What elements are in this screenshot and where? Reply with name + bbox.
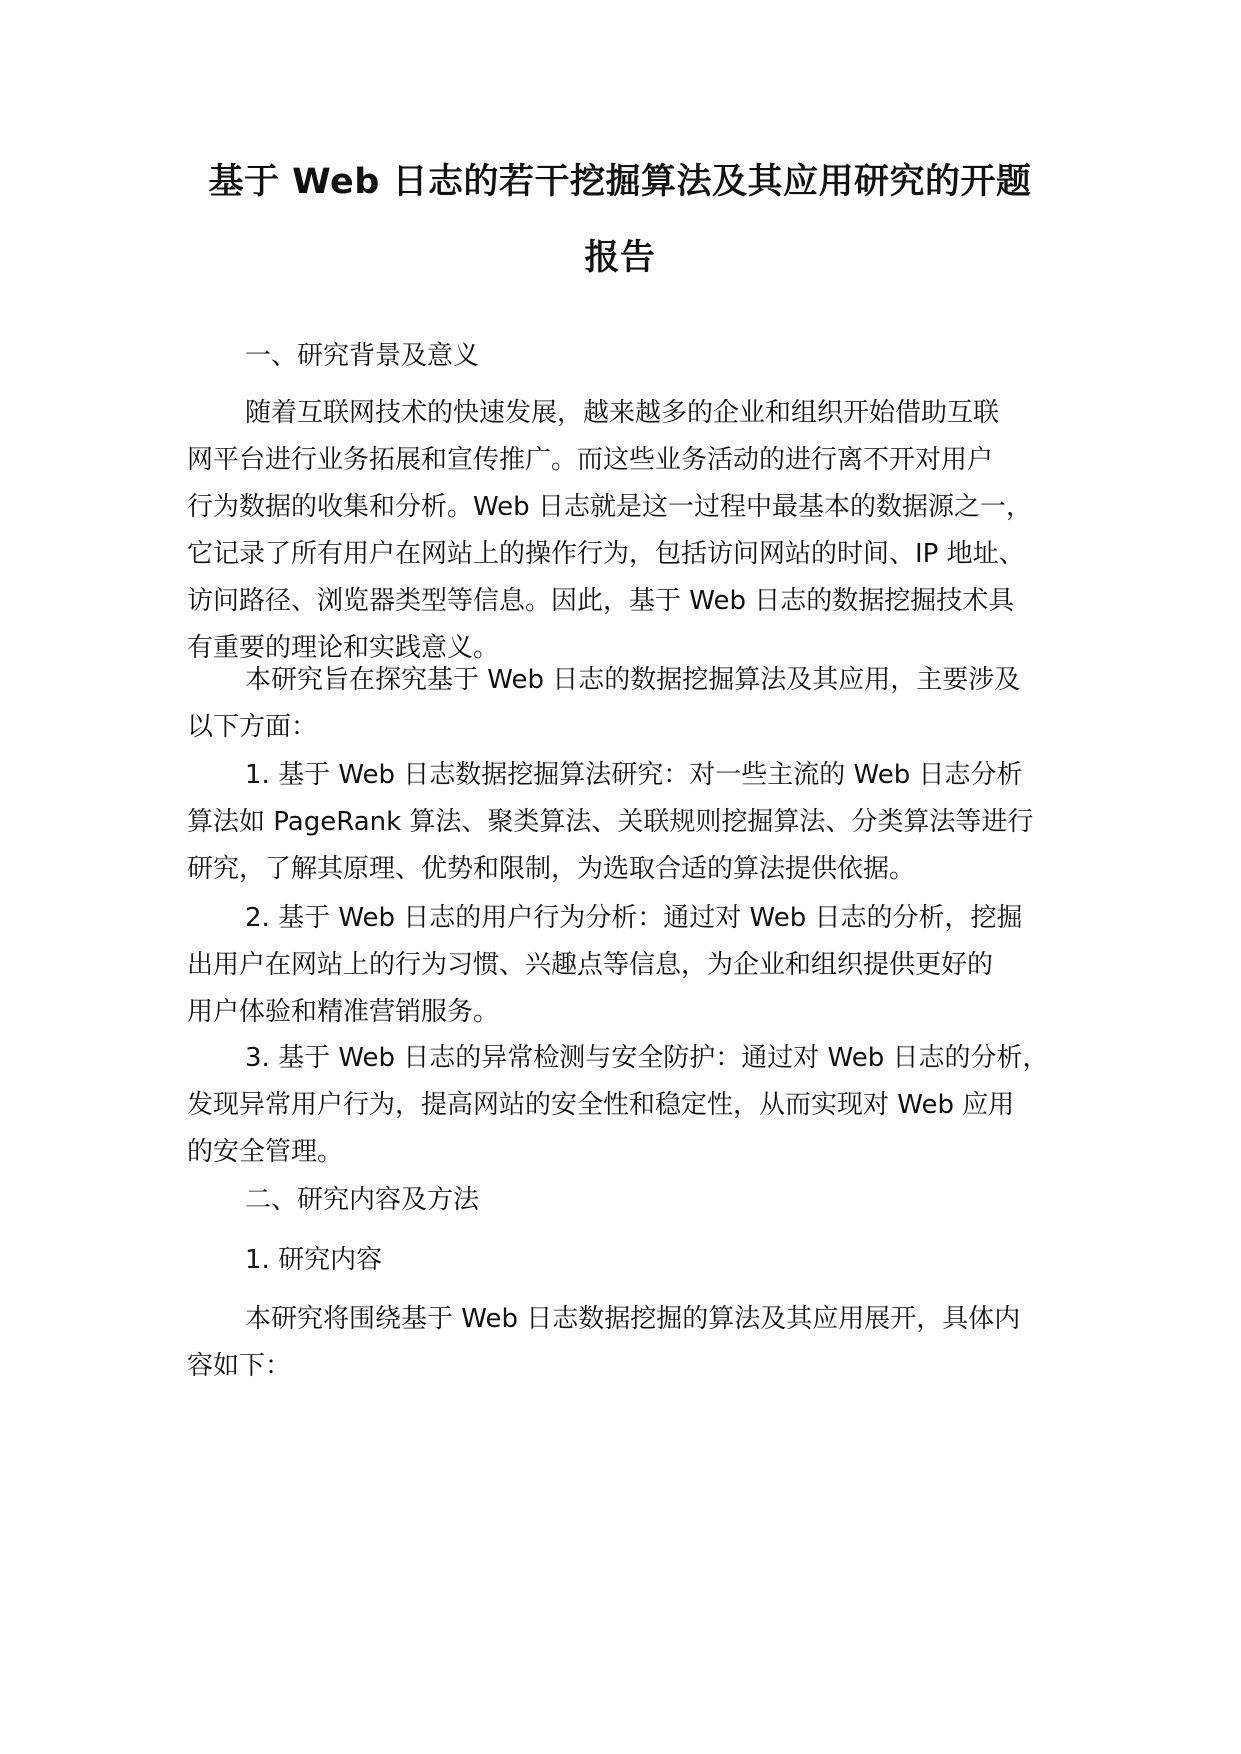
section-heading-content-methods: 二、研究内容及方法 [245, 1185, 480, 1215]
paragraph-aims [187, 657, 1020, 751]
paragraph-line: 本研究将围绕基于 Web 日志数据挖掘的算法及其应用展开，具体内 [245, 1304, 1021, 1334]
document-title-line-2: 报告 [584, 238, 656, 278]
paragraph-line: 网平台进行业务拓展和宣传推广。而这些业务活动的进行离不开对用户 [187, 445, 994, 475]
paragraph-content [187, 1296, 1020, 1390]
paragraph-background [187, 390, 1032, 672]
paragraph-line: 的安全管理。 [187, 1137, 344, 1167]
paragraph-line: 3. 基于 Web 日志的异常检测与安全防护：通过对 Web 日志的分析， [245, 1043, 1049, 1073]
paragraph-line: 1. 基于 Web 日志数据挖掘算法研究：对一些主流的 Web 日志分析 [245, 760, 1023, 790]
paragraph-line: 本研究旨在探究基于 Web 日志的数据挖掘算法及其应用，主要涉及 [245, 665, 1021, 695]
paragraph-line: 容如下： [187, 1351, 292, 1381]
list-item-3 [187, 1035, 1049, 1176]
section-heading-background: 一、研究背景及意义 [245, 341, 480, 371]
document-title-line-1: 基于 Web 日志的若干挖掘算法及其应用研究的开题 [208, 162, 1032, 202]
paragraph-line: 发现异常用户行为，提高网站的安全性和稳定性，从而实现对 Web 应用 [187, 1090, 1015, 1120]
paragraph-line: 用户体验和精准营销服务。 [187, 997, 500, 1027]
paragraph-line: 访问路径、浏览器类型等信息。因此，基于 Web 日志的数据挖掘技术具 [187, 586, 1015, 616]
paragraph-line: 它记录了所有用户在网站上的操作行为，包括访问网站的时间、IP 地址、 [187, 539, 1025, 569]
list-item-2 [187, 895, 1023, 1036]
paragraph-line: 出用户在网站上的行为习惯、兴趣点等信息，为企业和组织提供更好的 [187, 950, 994, 980]
paragraph-line: 研究，了解其原理、优势和限制，为选取合适的算法提供依据。 [187, 854, 916, 884]
paragraph-line: 算法如 PageRank 算法、聚类算法、关联规则挖掘算法、分类算法等进行 [187, 807, 1034, 837]
list-item-1 [187, 752, 1033, 893]
paragraph-line: 行为数据的收集和分析。Web 日志就是这一过程中最基本的数据源之一， [187, 492, 1032, 522]
paragraph-line: 以下方面： [187, 712, 318, 742]
paragraph-line: 随着互联网技术的快速发展，越来越多的企业和组织开始借助互联 [245, 398, 1000, 428]
paragraph-line: 2. 基于 Web 日志的用户行为分析：通过对 Web 日志的分析，挖掘 [245, 903, 1023, 933]
subsection-heading-content: 1. 研究内容 [245, 1245, 383, 1275]
paragraph-line: 有重要的理论和实践意义。 [187, 633, 500, 663]
